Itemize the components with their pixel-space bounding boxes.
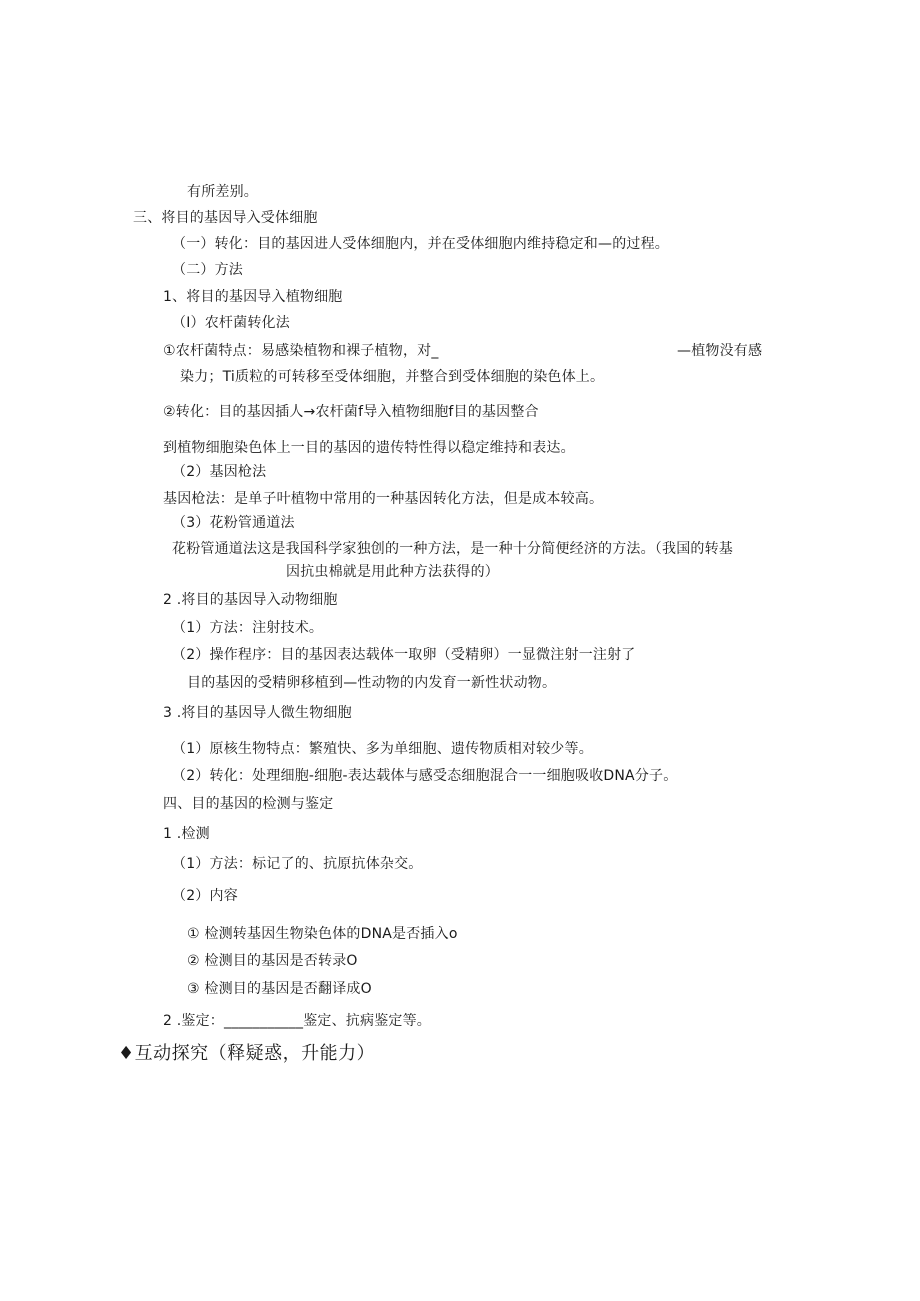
text-line: 基因枪法：是单子叶植物中常用的一种基因转化方法，但是成本较高。 — [163, 491, 604, 507]
subsection-heading: （I）农杆菌转化法 — [172, 315, 290, 331]
text-line: （一）转化：目的基因进人受体细胞内，并在受体细胞内维持稳定和—的过程。 — [172, 236, 669, 252]
section-heading: 三、将目的基因导入受体细胞 — [133, 210, 318, 226]
text-line: （2）操作程序：目的基因表达载体一取卵（受精卵）一显微注射一注射了 — [172, 647, 636, 663]
section-heading: ♦互动探究（释疑惑，升能力） — [118, 1043, 376, 1064]
list-item: ① 检测转基因生物染色体的DNA是否插入o — [187, 926, 458, 942]
text-line: （1）方法：标记了的、抗原抗体杂交。 — [172, 856, 423, 872]
list-item: ② 检测目的基因是否转录O — [187, 953, 358, 969]
subsection-heading: （2）基因枪法 — [172, 464, 267, 480]
subsection-heading: 2 .将目的基因导入动物细胞 — [163, 592, 338, 608]
subsection-heading: 2 .鉴定：___________鉴定、抗病鉴定等。 — [163, 1013, 432, 1029]
text-line: （2）内容 — [172, 888, 238, 904]
list-item: ③ 检测目的基因是否翻译成O — [187, 981, 372, 997]
subsection-heading: （二）方法 — [172, 262, 243, 278]
text-line: 到植物细胞染色体上一目的基因的遗传特性得以稳定维持和表达。 — [163, 440, 575, 456]
text-line: 目的基因的受精卵移植到—性动物的内发育一新性状动物。 — [187, 675, 557, 691]
text-line: ②转化：目的基因插人→农杆菌f导入植物细胞f目的基因整合 — [163, 404, 539, 420]
text-line: （1）原核生物特点：繁殖快、多为单细胞、遗传物质相对较少等。 — [172, 741, 593, 757]
subsection-heading: 1、将目的基因导入植物细胞 — [163, 289, 343, 305]
section-heading: 四、目的基因的检测与鉴定 — [163, 796, 334, 812]
text-line: 因抗虫棉就是用此种方法获得的） — [286, 564, 499, 580]
text-line: —植物没有感 — [677, 343, 763, 359]
text-line: （1）方法：注射技术。 — [172, 620, 324, 636]
subsection-heading: 3 .将目的基因导人微生物细胞 — [163, 705, 352, 721]
text-line: ①农杆菌特点：易感染植物和裸子植物，对_ — [163, 343, 439, 359]
text-line: 花粉管通道法这是我国科学家独创的一种方法，是一种十分简便经济的方法。（我国的转基 — [172, 541, 733, 557]
subsection-heading: （3）花粉管通道法 — [172, 515, 295, 531]
text-line: 染力；Ti质粒的可转移至受体细胞，并整合到受体细胞的染色体上。 — [180, 369, 605, 385]
text-line: （2）转化：处理细胞-细胞-表达载体与感受态细胞混合一一细胞吸收DNA分子。 — [172, 768, 678, 784]
subsection-heading: 1 .检测 — [163, 826, 210, 842]
text-line: 有所差别。 — [187, 184, 258, 200]
